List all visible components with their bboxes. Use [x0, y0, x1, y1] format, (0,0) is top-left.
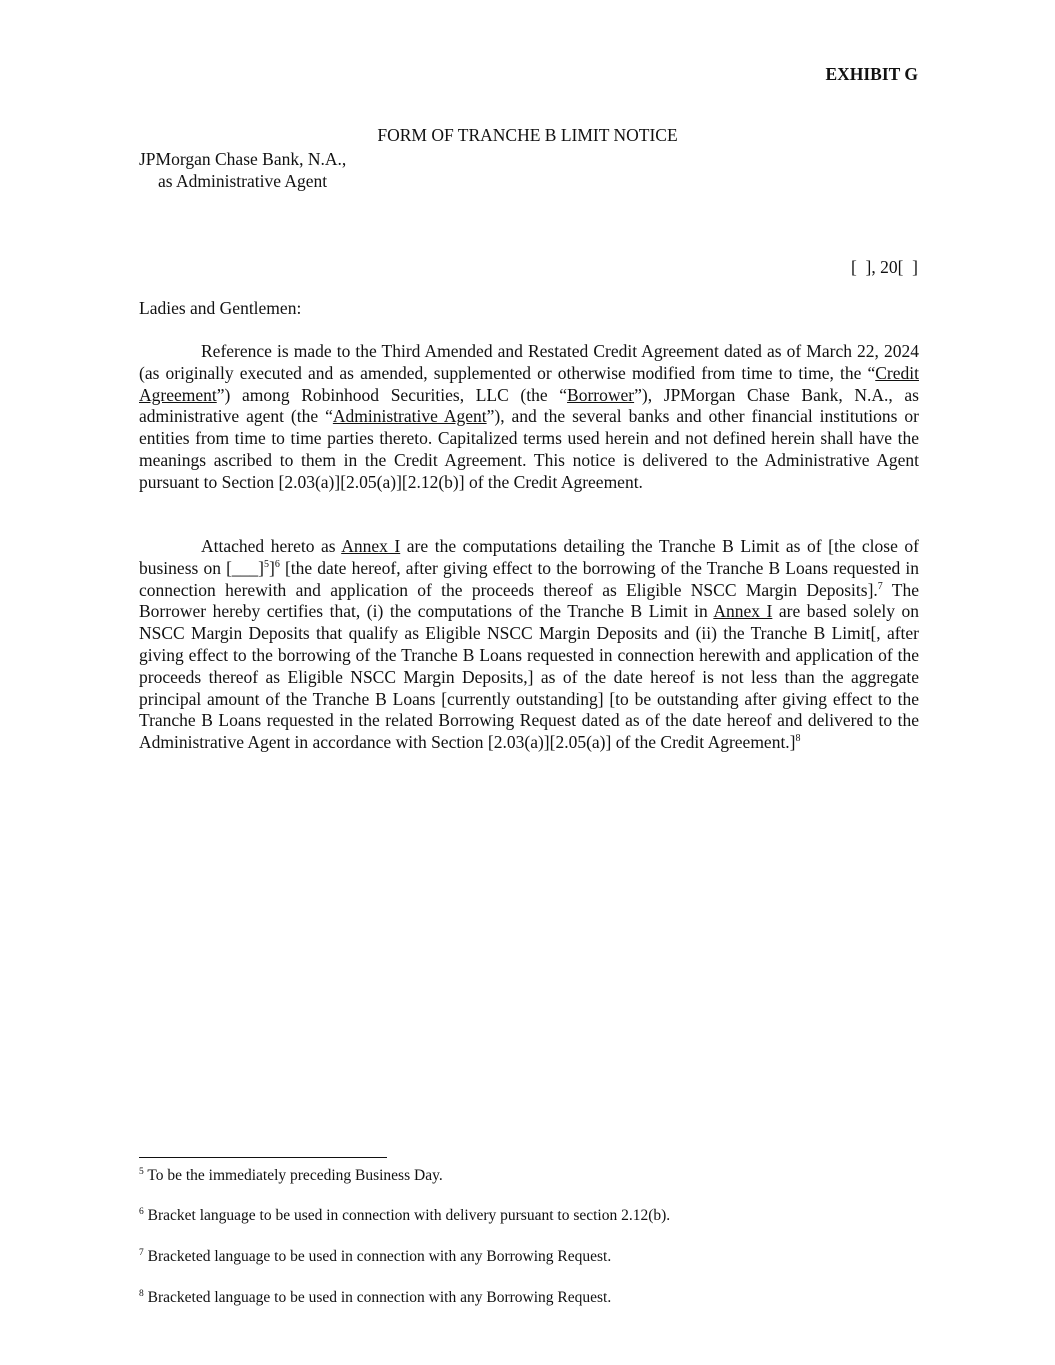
footnote-ref-8: 8 — [795, 733, 801, 745]
footnote-5: $^5$ To be the immediately preceding Business Day. — [139, 1167, 443, 1184]
footnote-ref-7: 7 — [877, 580, 883, 592]
notice-title: FORM OF TRANCHE B LIMIT NOTICE — [377, 125, 678, 145]
addressee-block — [139, 148, 346, 192]
salutation: Ladies and Gentlemen: — [139, 298, 302, 318]
reference-paragraph: Reference is made to the Third Amended and Restated Credit Agreement dated as of March 22, 2024 (as originally executed and as amended, supplemented or otherwise modified from time to time, the “Credit Agreement”) among Robinhood Securities, LLC (the “Borrower”), JPMorgan Chase Bank, N.A., as administrative agent (the “Administrative Agent”), and the several banks and other financial institutions or entities from time to time parties thereto. Capitalized terms used herein and not defined herein shall have the meanings ascribed to them in the Credit Agreement. This notice is delivered to the Administrative Agent pursuant to Section [2.03(a)][2.05(a)][2.12(b)] of the Credit Agreement. — [139, 341, 920, 492]
annex-reference: Annex I — [341, 536, 401, 556]
defined-term-administrative-agent: Administrative Agent — [332, 406, 487, 427]
defined-term-credit-agreement: Credit Agreement — [139, 362, 919, 405]
addressee-role: as Administrative Agent — [158, 171, 328, 191]
footnote-ref-6: 6 — [274, 558, 280, 570]
exhibit-label: EXHIBIT G — [825, 64, 918, 84]
annex-reference: Annex I — [713, 601, 773, 622]
defined-term-borrower: Borrower — [567, 384, 635, 405]
footnote-7: $^7$ Bracketed language to be used in connection with any Borrowing Request. — [139, 1248, 612, 1265]
date-line: [ ], 20[ ] — [850, 257, 918, 277]
footnote-separator — [139, 1157, 387, 1158]
footnote-ref-5: 5 — [263, 558, 269, 570]
certification-paragraph: Attached hereto as Annex I are the computations detailing the Tranche B Limit as of [the close of business on [___]$^5$]$^6$ [the date hereof, after giving effect to the borrowing of the Tranche B Loans requested in connection herewith and application of the proceeds thereof as Eligible NSCC Margin Deposits].$^7$ The Borrower hereby certifies that, (i) the computations of the Tranche B Limit in Annex I are based solely on NSCC Margin Deposits that qualify as Eligible NSCC Margin Deposits and (ii) the Tranche B Limit[, after giving effect to the borrowing of the Tranche B Loans requested in connection herewith and application of the proceeds thereof as Eligible NSCC Margin Deposits,] as of the date hereof is not less than the aggregate principal amount of the Tranche B Loans [currently outstanding] [to be outstanding after giving effect to the Tranche B Loans requested in the related Borrowing Request dated as of the date hereof and delivered to the Administrative Agent in accordance with Section [2.03(a)][2.05(a)] of the Credit Agreement.]$^8$ — [139, 536, 920, 753]
footnote-8: $^8$ Bracketed language to be used in connection with any Borrowing Request. — [139, 1289, 612, 1306]
addressee-name: JPMorgan Chase Bank, N.A., — [139, 149, 347, 169]
footnote-6: $^6$ Bracket language to be used in connection with delivery pursuant to section 2.12(b). — [139, 1207, 671, 1224]
